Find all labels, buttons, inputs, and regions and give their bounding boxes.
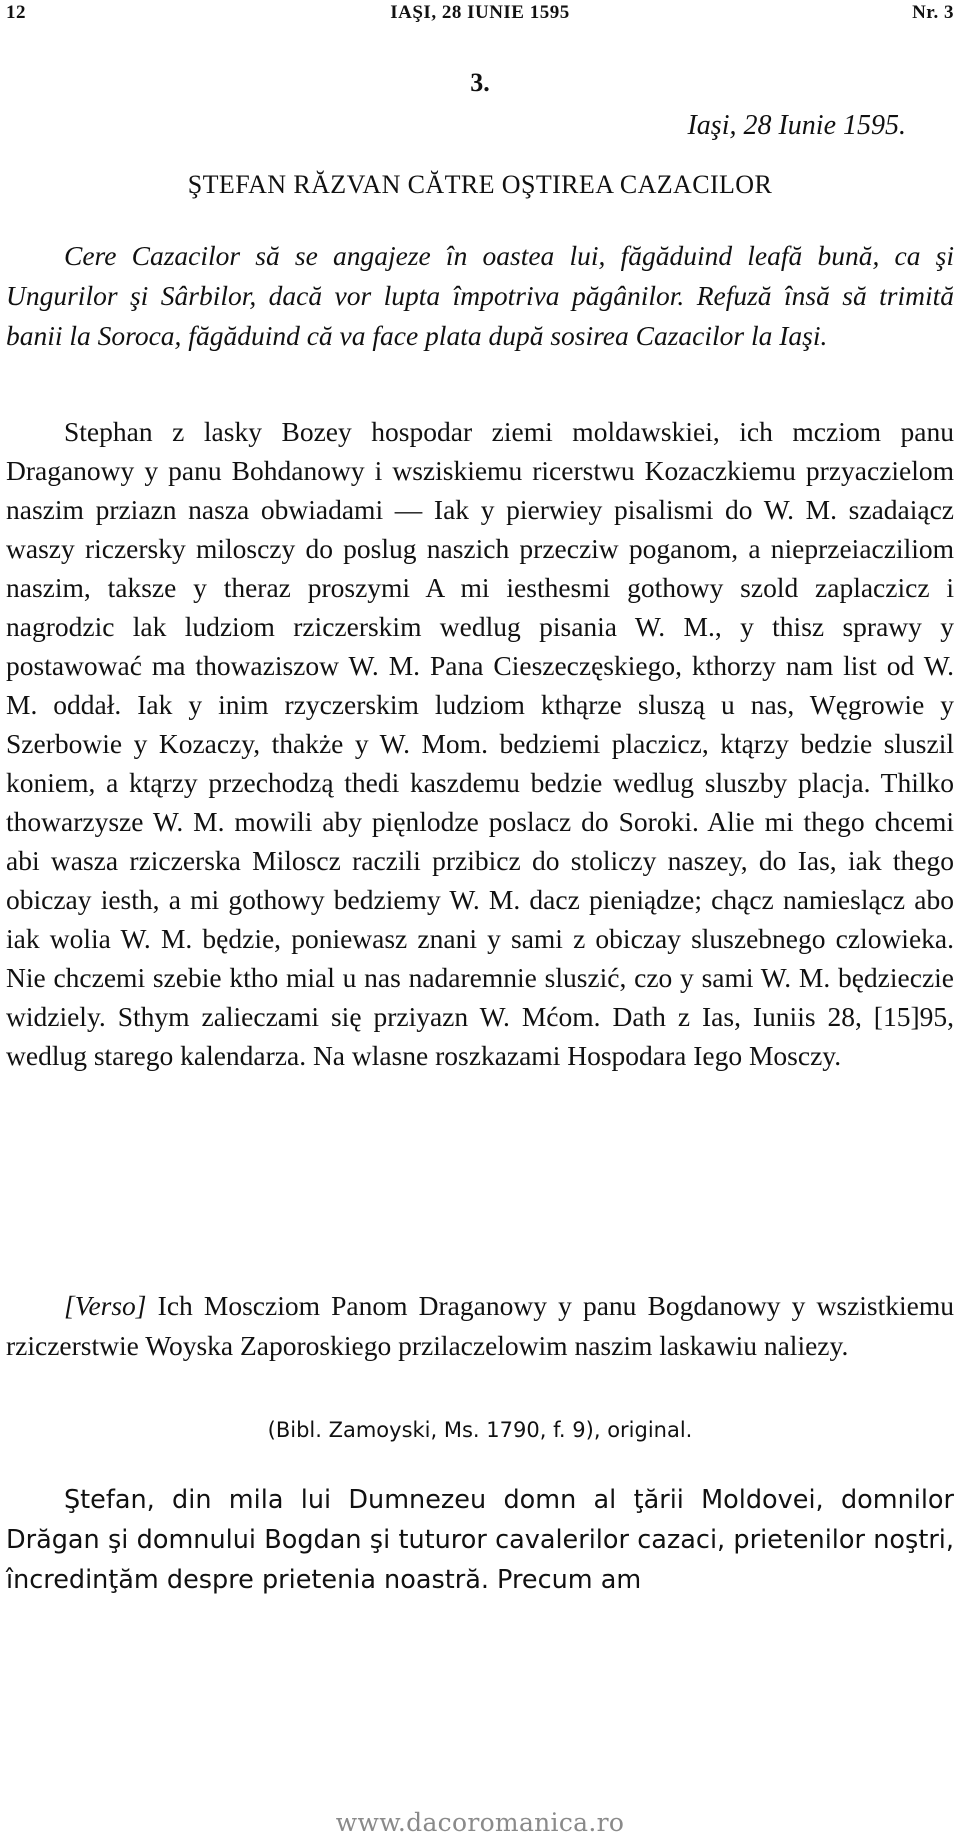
- source-citation: (Bibl. Zamoyski, Ms. 1790, f. 9), original.: [267, 1418, 693, 1442]
- running-title: IAŞI, 28 IUNIE 1595: [390, 2, 570, 23]
- document-summary: Cere Cazacilor să se angajeze în oastea lui, făgăduind leafă bună, ca şi Ungurilor şi Sârbilor, dacă vor lupta împotriva păgânilor. Refuză însă să trimită banii la Soroca, făgăduind că va face plata după sosirea Cazacilor la Iaşi.: [6, 240, 954, 351]
- romanian-translation: Ştefan, din mila lui Dumnezeu domn al ţării Moldovei, domnilor Drăgan şi domnului Bogdan şi tuturor cavalerilor cazaci, prietenilor noştri, încredinţăm despre prietenia noastră. Precum am: [6, 1485, 954, 1595]
- page-number: 12: [6, 2, 26, 23]
- verso-text: Ich Mosczіom Panom Draganowy y panu Bogdanowy y wszistkiemu rziczerstwie Woyska Zaporoskiego przilaczelowim naszim laskawiu naliezy.: [6, 1290, 954, 1361]
- document-reference: Nr. 3: [912, 2, 954, 23]
- verso-label: [Verso]: [64, 1290, 147, 1321]
- place-date: Iaşi, 28 Iunie 1595.: [687, 110, 906, 141]
- document-title: ŞTEFAN RĂZVAN CĂTRE OŞTIREA CAZACILOR: [187, 170, 773, 199]
- running-header: [6, 2, 954, 28]
- watermark-url: www.dacoromanica.ro: [335, 1808, 625, 1837]
- verso-address: [6, 1286, 954, 1366]
- polish-letter-text: Stephan z lasky Bozey hospodar ziemi moldawskiei, ich mcziom panu Draganowy y panu Bohdanowy i wsziskiemu ricerstwu Kozaczkiemu przyaczielom naszim przіazn nasza obwiadami — Iak y pierwiey pisalismi do W. M. szadaiącz waszy riczersky milosczy do poslug naszich przecziw poganom, a nieprzeiacziliom naszim, taksze y theraz proszymi A mi iesthesmi gothowy szold zaplaczicz i nagrodzic lak ludziom rziczerskim wedlug pisania W. M., y thisz sprawy y postawować ma thowaziszow W. M. Pana Cieszeczęskiego, kthorzy nam list od W. M. oddał. Iak y inim rzyczerskim ludziom kthąrze sluszą u nas, Węgrowie y Szerbowie y Kozaczy, thakże y W. Mom. bedziemi placzicz, ktąrzy bedzie sluszil koniem, a ktąrzy przechodzą thedi kaszdemu bedzie wedlug sluszby placja. Thilko thowarzysze W. M. mowili aby pięnlodze poslacz do Soroki. Alie mi thego chcemi abi wasza rziczerska Milosсz raczili przibicz do stoliczy naszey, do Ias, iak thego obiczay iesth, a mi gothowy bedzіemy W. M. dacz pieniądze; chącz namiesląсz abo iak wolia W. M. będzie, poniewasz znani y sami z obiczay sluszebnego czlowieka. Nie chczemi szebie ktho mial u nas nadaremnie sluszić, czo y sami W. M. będzieczie widziely. Sthym zalieczami się przіyazn W. Mćom. Dath z Ias, Iuniis 28, [15]95, wedlug starego kalendarza. Na wlasne roszkazami Hospodara Iego Mosczy.: [6, 416, 954, 1071]
- document-number: 3.: [470, 68, 490, 97]
